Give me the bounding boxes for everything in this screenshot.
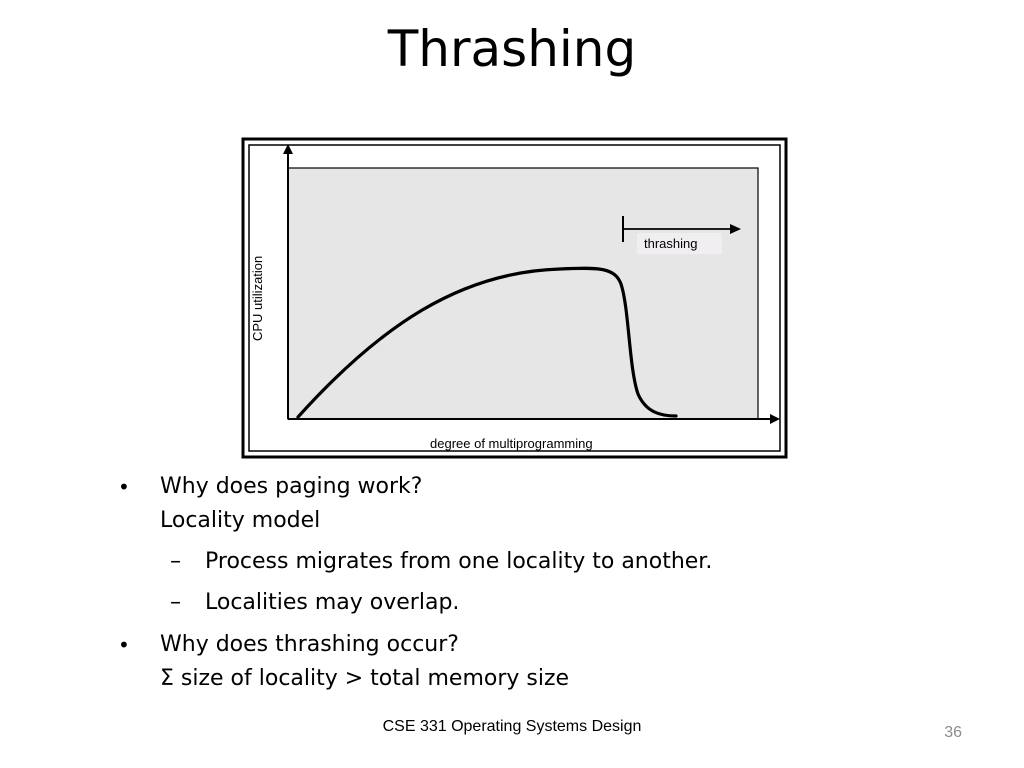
bullet-item [118,628,938,696]
bullet-marker: • [118,633,130,657]
sub-bullet-item [118,586,938,620]
thrashing-diagram [240,136,790,462]
plot-area [288,168,758,419]
slide-title: Thrashing [387,20,637,78]
bullet-text: Locality model [160,508,321,533]
slide-footer: CSE 331 Operating Systems Design [382,718,642,735]
dash-marker: – [170,590,181,615]
sub-bullet-text: Localities may overlap. [205,590,460,615]
bullet-text: Why does paging work? [160,474,423,499]
y-axis-label: CPU utilization [250,255,265,341]
bullet-list [118,470,938,696]
bullet-item [118,470,938,538]
dash-marker: – [170,549,181,574]
sub-bullet-item [118,545,938,579]
thrashing-label: thrashing [644,236,698,251]
page-number: 36 [944,724,962,741]
bullet-marker: • [118,475,130,499]
bullet-text: Σ size of locality > total memory size [160,666,570,691]
bullet-text: Why does thrashing occur? [160,632,459,657]
sub-bullet-text: Process migrates from one locality to another. [205,549,713,574]
x-axis-label: degree of multiprogramming [430,436,593,451]
